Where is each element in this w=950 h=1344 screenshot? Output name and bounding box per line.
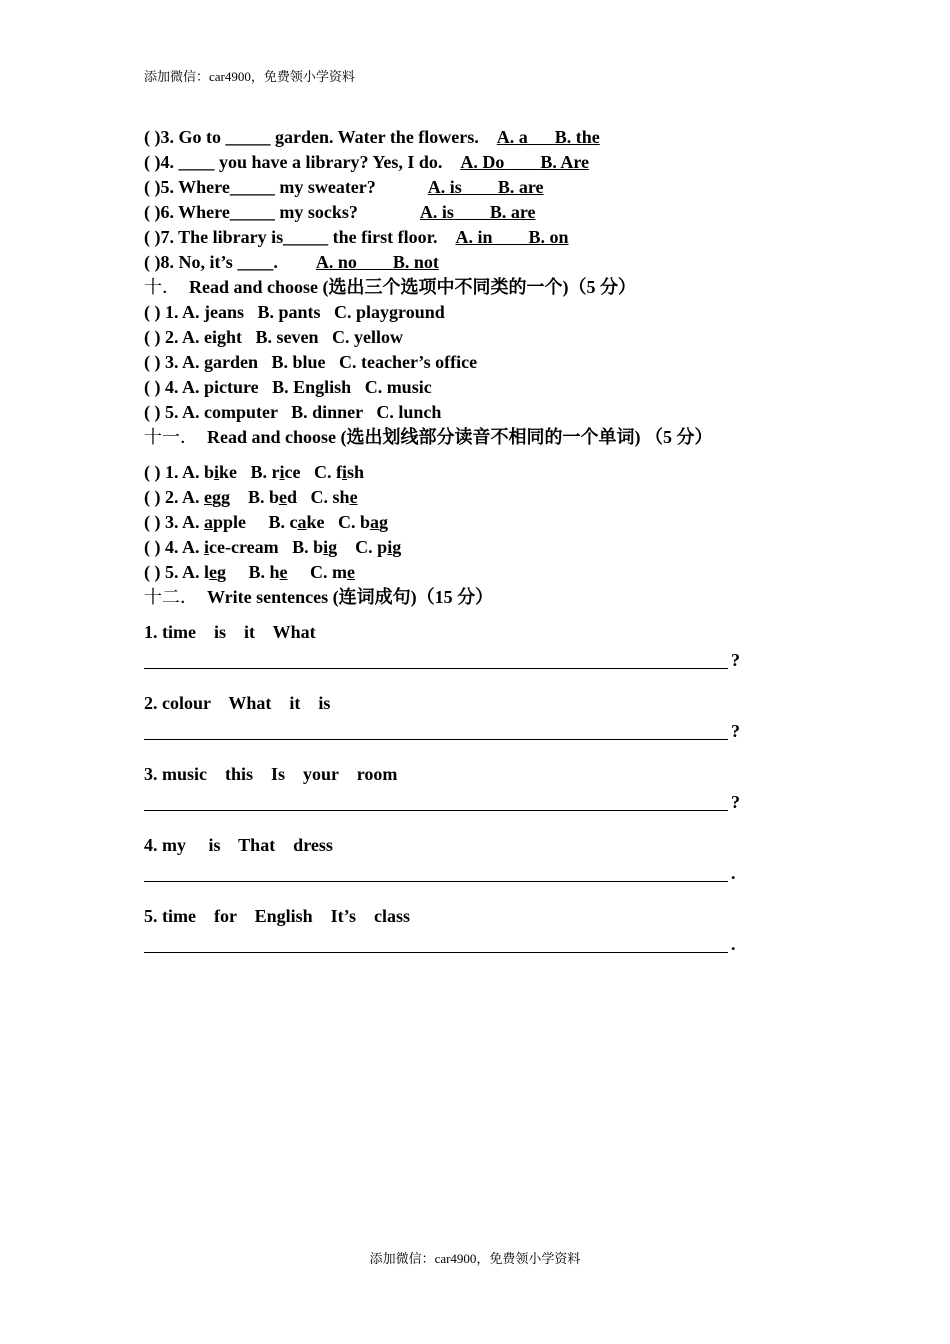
options: A. is B. are [427,177,544,197]
scrambled-words: 2. colour What it is [144,693,331,713]
answer-line[interactable]: ? [144,786,844,812]
section-12-title: 十二． Write sentences (连词成句)（15 分） [144,587,494,607]
question-7: ( )7. The library is_____ the first floor. A. in B. on [144,227,569,247]
question-6: ( )6. Where_____ my socks? A. is B. are [144,202,536,222]
section-11-item: ( ) 3. A. apple B. cake C. bag [144,512,389,532]
scrambled-words: 4. my is That dress [144,835,333,855]
options: A. Do B. Are [460,152,590,172]
options: A. a B. the [496,127,600,147]
options: A. no B. not [315,252,439,272]
section-11-item: ( ) 5. A. leg B. he C. me [144,562,356,582]
answer-line[interactable]: ? [144,715,844,741]
answer-line[interactable]: ? [144,644,844,670]
question-5: ( )5. Where_____ my sweater? A. is B. are [144,177,544,197]
section-10-item: ( ) 2. A. eight B. seven C. yellow [144,327,403,347]
section-10-item: ( ) 5. A. computer B. dinner C. lunch [144,402,442,422]
answer-line[interactable]: . [144,928,844,954]
section-11-item: ( ) 2. A. egg B. bed C. she [144,487,358,507]
options: A. is B. are [419,202,536,222]
section-11-title: 十一． Read and choose (选出划线部分读音不相同的一个单词) （5 分） [144,427,713,447]
answer-line[interactable]: . [144,857,844,883]
section-11-item: ( ) 1. A. bike B. rice C. fish [144,462,365,482]
section-10-item: ( ) 3. A. garden B. blue C. teacher’s office [144,352,478,372]
question-3: ( )3. Go to _____ garden. Water the flowers. A. a B. the [144,127,600,147]
section-10-item: ( ) 1. A. jeans B. pants C. playground [144,302,445,322]
question-8: ( )8. No, it’s ____. A. no B. not [144,252,439,272]
section-10-title: 十． Read and choose (选出三个选项中不同类的一个)（5 分） [144,277,637,297]
page-header: 添加微信：car4900，免费领小学资料 [144,69,355,84]
page-footer: 添加微信：car4900，免费领小学资料 [369,1251,581,1266]
scrambled-words: 5. time for English It’s class [144,906,411,926]
scrambled-words: 1. time is it What [144,622,316,642]
options: A. in B. on [455,227,569,247]
section-11-item: ( ) 4. A. ice-cream B. big C. pig [144,537,402,557]
section-10-item: ( ) 4. A. picture B. English C. music [144,377,432,397]
question-4: ( )4. ____ you have a library? Yes, I do. A. Do B. Are [144,152,590,172]
scrambled-words: 3. music this Is your room [144,764,398,784]
worksheet-content [144,125,844,954]
